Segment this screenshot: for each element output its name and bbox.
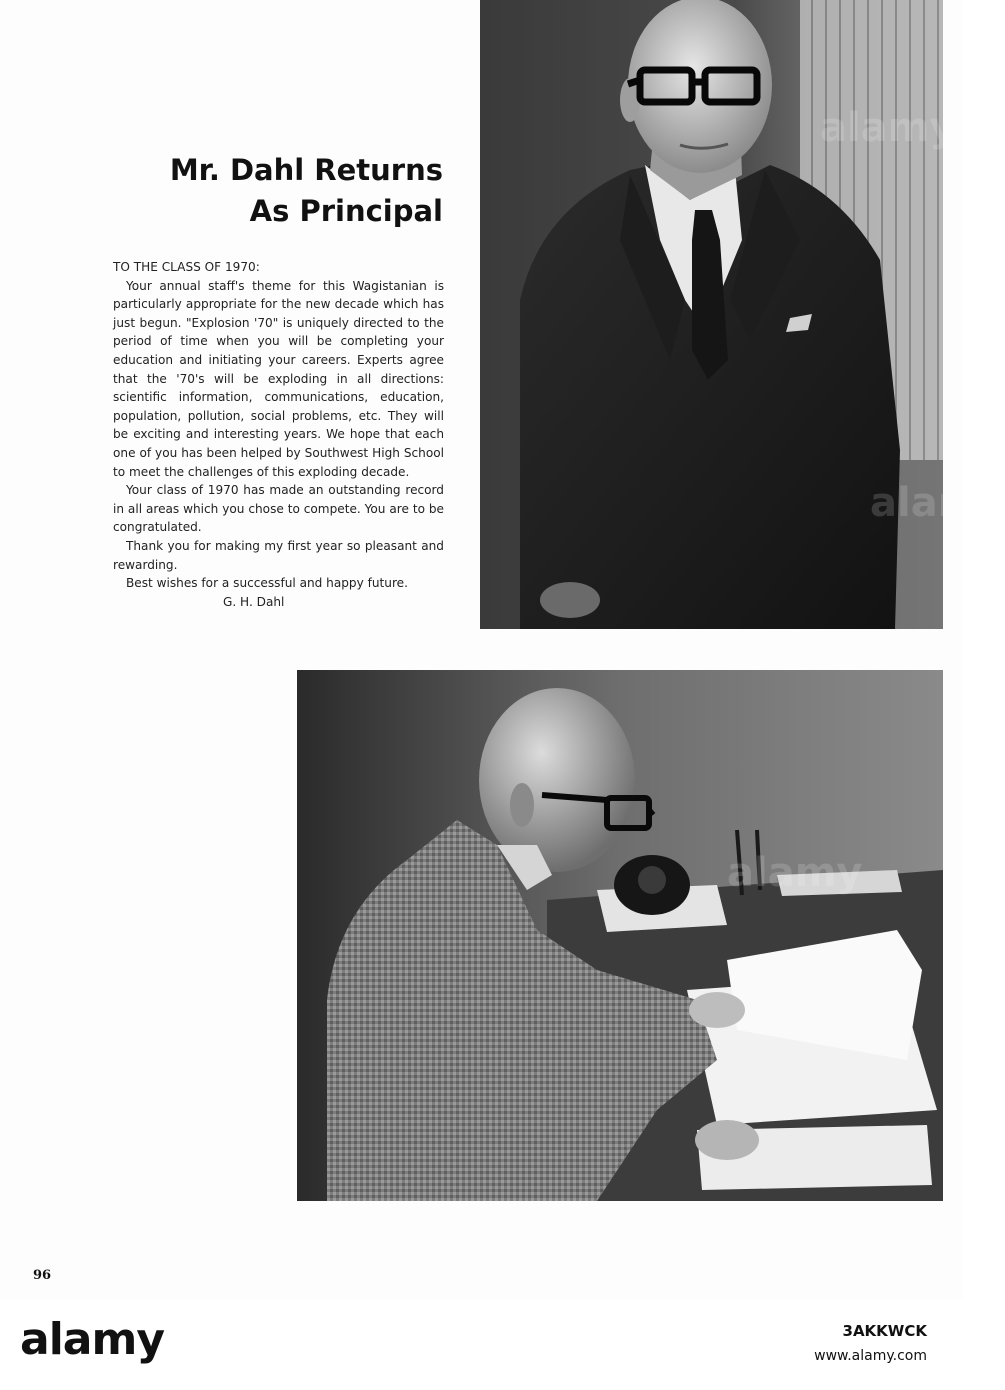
letter-paragraph-2: Your class of 1970 has made an outstanding record in all areas which you chose to compete. You are to be congratulated. — [113, 483, 444, 535]
letter-paragraph-3: Thank you for making my first year so pleasant and rewarding. — [113, 538, 444, 572]
portrait-photo — [480, 0, 943, 629]
letter-signature: G. H. Dahl — [223, 594, 285, 609]
alamy-logo: alamy — [20, 1314, 164, 1365]
letter-paragraph-1: Your annual staff's theme for this Wagistanian is particularly appropriate for the new decade which has just begun. "Explosion '70" is uniquely directed to the period of time when you will be completing your education and initiating your careers. Experts agree that the '70's will be exploding in all directions: scientific information, communications, education, population, pollution, social problems, etc. They will be exciting and interesting years. We hope that each one of you has been helped by Southwest High School to meet the challenges of this exploding decade. — [113, 278, 444, 479]
portrait-photo-illustration — [480, 0, 943, 629]
footer-url[interactable]: www.alamy.com — [814, 1348, 927, 1364]
title-line-2: As Principal — [249, 194, 443, 228]
letter-closing: Best wishes for a successful and happy future. — [126, 576, 408, 591]
stock-footer — [0, 1300, 963, 1390]
image-id-label: 3AKKWCK — [842, 1322, 927, 1340]
letter-salutation: TO THE CLASS OF 1970: — [113, 260, 260, 274]
article-title — [83, 150, 443, 232]
desk-photo — [297, 670, 943, 1201]
page-number: 96 — [33, 1268, 52, 1283]
title-line-1: Mr. Dahl Returns — [169, 153, 443, 187]
principal-letter — [113, 258, 444, 611]
desk-photo-illustration — [297, 670, 943, 1201]
